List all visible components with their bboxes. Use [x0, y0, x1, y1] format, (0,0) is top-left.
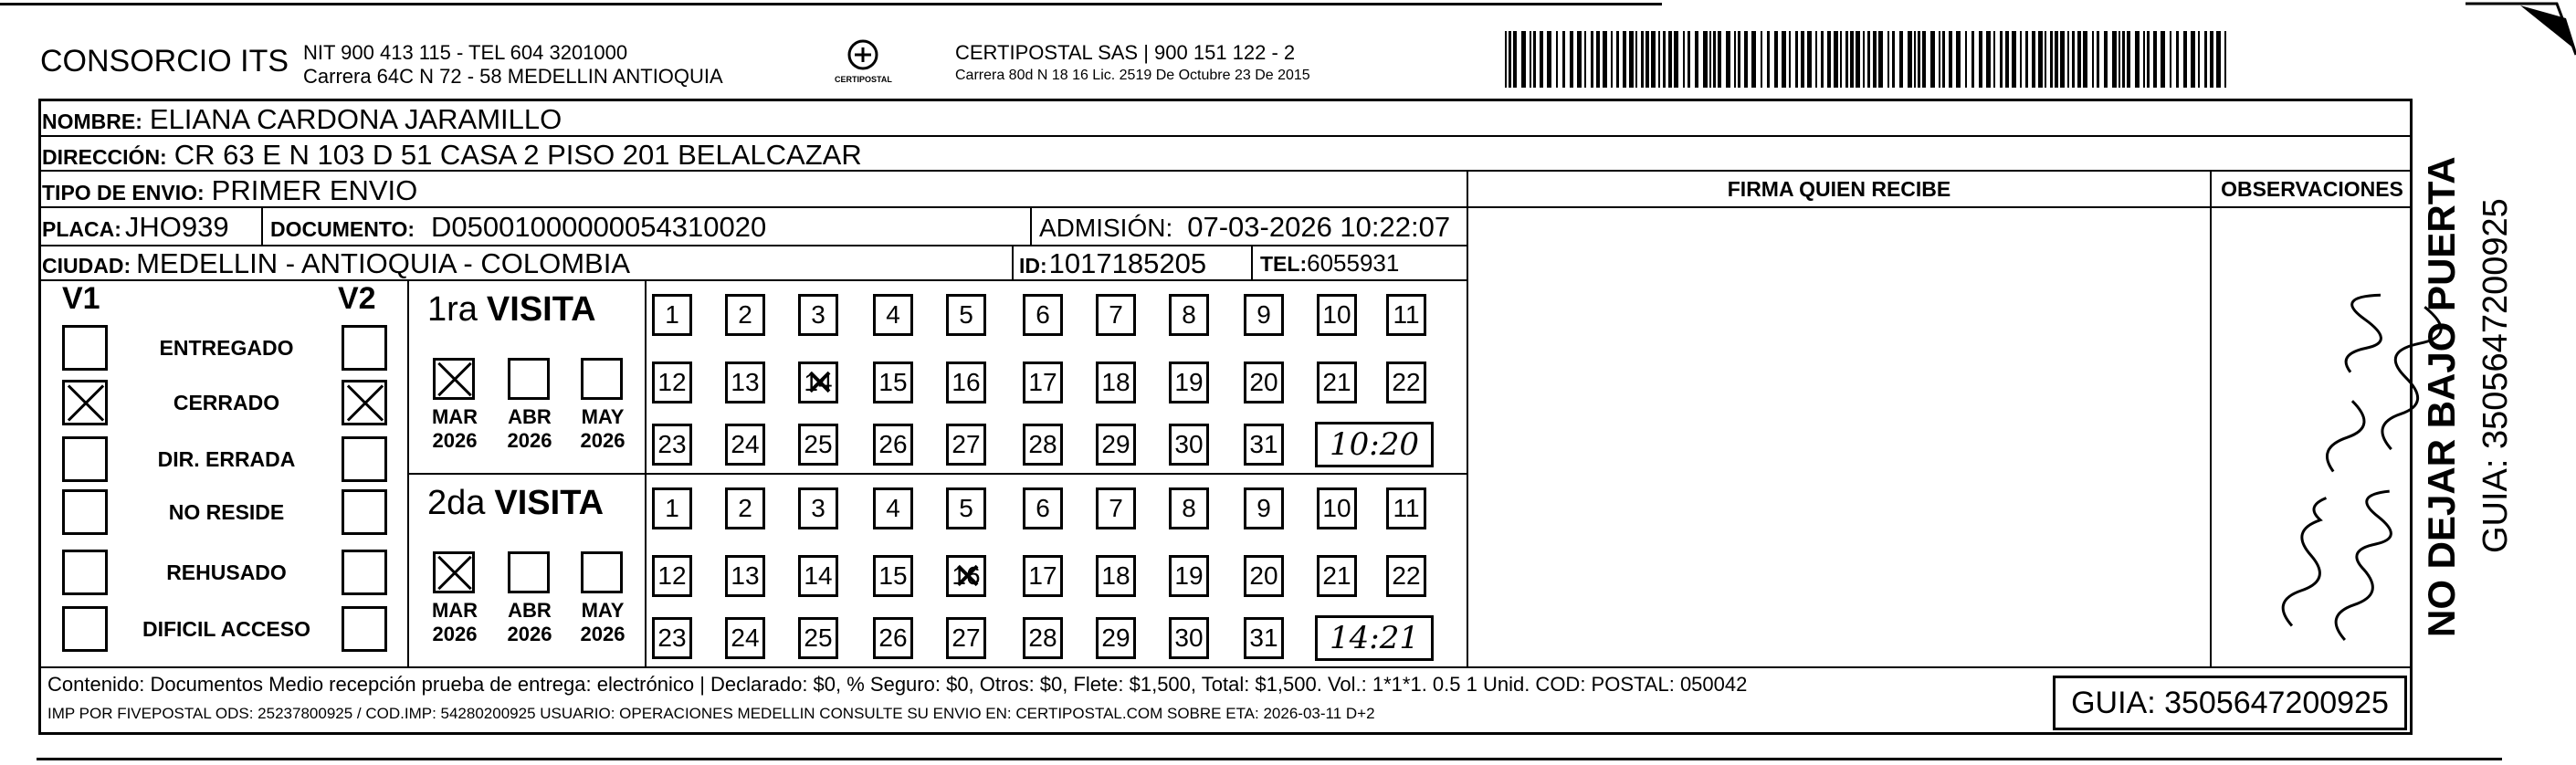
barcode-bar: [1562, 31, 1565, 88]
day-box[interactable]: 5: [946, 294, 986, 336]
month-checkbox[interactable]: [508, 551, 550, 593]
barcode-bar: [1767, 31, 1770, 88]
day-box[interactable]: 25: [798, 424, 838, 466]
day-box[interactable]: 28: [1023, 424, 1063, 466]
barcode-bar: [1821, 31, 1824, 88]
day-box[interactable]: 24: [725, 424, 765, 466]
attempt-option-label: ENTREGADO: [159, 336, 294, 360]
day-box[interactable]: 22: [1386, 362, 1426, 403]
barcode-bar: [2112, 31, 2117, 88]
barcode-bar: [1914, 31, 1916, 88]
barcode-bar: [1942, 31, 1945, 88]
barcode-bar: [2122, 31, 2125, 88]
day-box[interactable]: 26: [873, 424, 913, 466]
barcode-bar: [1718, 31, 1721, 88]
visit-divider: [407, 473, 1468, 475]
day-box[interactable]: 27: [946, 617, 986, 659]
barcode-bar: [1949, 31, 1952, 88]
barcode-bar: [1993, 31, 1995, 88]
year-label: 2026: [507, 429, 552, 452]
barcode-bar: [2216, 31, 2221, 88]
barcode-bar: [1789, 31, 1791, 88]
v2-header: V2: [338, 281, 376, 316]
barcode-bar: [1505, 31, 1507, 88]
barcode-bar: [1782, 31, 1786, 88]
barcode-bar: [1713, 31, 1716, 88]
barcode-bar: [1971, 31, 1974, 88]
visit-title: [427, 484, 604, 523]
day-box[interactable]: 14: [798, 555, 838, 597]
ciudad-value: MEDELLIN - ANTIOQUIA - COLOMBIA: [136, 247, 630, 279]
admision-row: [1039, 211, 1450, 244]
v1-checkbox[interactable]: [62, 489, 108, 535]
id-row: [1019, 247, 1206, 280]
day-box[interactable]: 10: [1317, 294, 1357, 336]
day-box[interactable]: 2: [725, 487, 765, 529]
firma-label: FIRMA QUIEN RECIBE: [1727, 177, 1951, 201]
barcode-bar: [2119, 31, 2120, 88]
barcode-bar: [2204, 31, 2207, 88]
barcode-bar: [2198, 31, 2200, 88]
attempt-option-label: CERRADO: [173, 391, 280, 414]
v1-checkbox[interactable]: [62, 380, 108, 425]
day-box[interactable]: 7: [1096, 487, 1136, 529]
nombre-value: ELIANA CARDONA JARAMILLO: [149, 103, 563, 135]
tipo-label: TIPO DE ENVIO:: [42, 181, 205, 204]
barcode-bar: [2055, 31, 2058, 88]
barcode-bar: [2038, 31, 2043, 88]
top-edge-line: [0, 3, 1662, 5]
barcode-bar: [2000, 31, 2003, 88]
attempt-option-label: DIR. ERRADA: [157, 447, 296, 471]
barcode-bar: [1734, 31, 1736, 88]
col-divider: [1251, 245, 1253, 279]
month-checkbox[interactable]: [508, 358, 550, 400]
barcode-bar: [1658, 31, 1660, 88]
corner-fold: [2466, 0, 2576, 64]
day-box[interactable]: 20: [1244, 362, 1284, 403]
barcode-bar: [1623, 31, 1626, 88]
visit-time[interactable]: 10:20: [1315, 422, 1434, 467]
barcode-bar: [1629, 31, 1634, 88]
barcode-bar: [1892, 31, 1895, 88]
day-box[interactable]: 8: [1169, 487, 1209, 529]
visit-time[interactable]: 14:21: [1315, 615, 1434, 661]
day-box[interactable]: 6: [1023, 294, 1063, 336]
day-box[interactable]: 29: [1096, 424, 1136, 466]
barcode-bar: [1774, 31, 1778, 88]
barcode-bar: [2045, 31, 2046, 88]
barcode-bar: [2135, 31, 2140, 88]
barcode-bar: [1956, 31, 1961, 88]
col-divider: [261, 208, 263, 245]
barcode-bar: [1908, 31, 1912, 88]
barcode-bar: [1738, 31, 1740, 88]
barcode-bar: [1570, 31, 1573, 88]
barcode-bar: [2060, 31, 2065, 88]
barcode-bar: [1540, 31, 1543, 88]
day-box[interactable]: 27: [946, 424, 986, 466]
day-box[interactable]: 11: [1386, 294, 1426, 336]
carrier-address: Carrera 80d N 18 16 Lic. 2519 De Octubre 23 De 2015: [955, 68, 1310, 83]
certipostal-logo: [835, 37, 891, 91]
footer-guia-box: [2053, 676, 2407, 730]
day-box[interactable]: 8: [1169, 294, 1209, 336]
barcode: [1505, 31, 2228, 88]
day-box[interactable]: 4: [873, 487, 913, 529]
barcode-bar: [1663, 31, 1666, 88]
barcode-bar: [2224, 31, 2226, 88]
footer-contenido: Contenido: Documentos Medio recepción prueba de entrega: electrónico | Declarado: $0, % Seguro: $0, Otros: $0, Flete: $1,500, Total: $1,500. Vol.: 1*1*1. 0.5 1 Unid. COD: POSTAL: 050042: [47, 673, 1748, 696]
month-checkbox[interactable]: [581, 358, 623, 400]
carrier-line: CERTIPOSTAL SAS | 900 151 122 - 2: [955, 41, 1296, 64]
day-box[interactable]: 25: [798, 617, 838, 659]
barcode-bar: [1887, 31, 1889, 88]
year-label: 2026: [432, 623, 478, 645]
day-box[interactable]: 12: [652, 362, 692, 403]
month-label: ABR: [508, 599, 552, 622]
barcode-bar: [1856, 31, 1860, 88]
admision-label: ADMISIÓN:: [1039, 214, 1173, 242]
barcode-bar: [1850, 31, 1854, 88]
barcode-bar: [2191, 31, 2195, 88]
barcode-bar: [1577, 31, 1582, 88]
barcode-bar: [1986, 31, 1991, 88]
barcode-bar: [1878, 31, 1883, 88]
barcode-bar: [1922, 31, 1926, 88]
barcode-bar: [1761, 31, 1762, 88]
day-box[interactable]: 4: [873, 294, 913, 336]
month-label: MAY: [581, 599, 625, 622]
day-box[interactable]: 2: [725, 294, 765, 336]
barcode-bar: [1863, 31, 1865, 88]
year-label: 2026: [507, 623, 552, 645]
barcode-bar: [1899, 31, 1903, 88]
day-box[interactable]: 13: [725, 362, 765, 403]
documento-label: DOCUMENTO:: [270, 217, 415, 241]
bottom-edge-line: [37, 758, 2502, 760]
visit-number: 1ra: [427, 290, 478, 329]
barcode-bar: [1596, 31, 1600, 88]
barcode-bar: [1651, 31, 1656, 88]
barcode-bar: [1873, 31, 1877, 88]
barcode-bar: [1834, 31, 1838, 88]
barcode-bar: [1795, 31, 1798, 88]
barcode-bar: [1726, 31, 1730, 88]
tipo-value: PRIMER ENVIO: [211, 174, 418, 206]
barcode-bar: [1867, 31, 1870, 88]
footer-imp: IMP POR FIVEPOSTAL ODS: 25237800925 / COD.IMP: 54280200925 USUARIO: OPERACIONES MEDELLIN CONSULTE SU ENVIO EN: CERTIPOSTAL.COM SOBRE ETA: 2026-03-11 D+2: [47, 705, 1375, 722]
ciudad-row: [42, 247, 630, 280]
attempt-option-label: NO RESIDE: [168, 500, 285, 524]
barcode-bar: [1939, 31, 1940, 88]
visit-title: [427, 290, 596, 330]
ciudad-label: CIUDAD:: [42, 254, 131, 278]
company-address: Carrera 64C N 72 - 58 MEDELLIN ANTIOQUIA: [303, 65, 723, 88]
barcode-bar: [2153, 31, 2157, 88]
barcode-bar: [1744, 31, 1748, 88]
day-box[interactable]: 6: [1023, 487, 1063, 529]
day-box[interactable]: 16 ✕: [946, 555, 986, 597]
month-label: ABR: [508, 405, 552, 428]
barcode-bar: [1509, 31, 1511, 88]
id-label: ID:: [1019, 254, 1047, 278]
observaciones-label: OBSERVACIONES: [2221, 177, 2403, 201]
barcode-bar: [2104, 31, 2108, 88]
documento-row: [270, 211, 766, 244]
barcode-bar: [1918, 31, 1920, 88]
barcode-bar: [1703, 31, 1708, 88]
day-box[interactable]: 12: [652, 555, 692, 597]
barcode-bar: [1513, 31, 1517, 88]
barcode-bar: [2092, 31, 2094, 88]
v2-checkbox[interactable]: [342, 325, 387, 371]
barcode-bar: [1668, 31, 1672, 88]
visit-word: VISITA: [494, 484, 605, 522]
month-checkbox[interactable]: [581, 551, 623, 593]
barcode-bar: [1635, 31, 1637, 88]
v1-checkbox[interactable]: [62, 606, 108, 652]
v1-checkbox[interactable]: [62, 436, 108, 482]
barcode-bar: [2127, 31, 2130, 88]
barcode-bar: [2161, 31, 2165, 88]
barcode-bar: [1530, 31, 1531, 88]
day-box[interactable]: 3: [798, 487, 838, 529]
visit-word: VISITA: [486, 290, 596, 329]
tel-row: [1260, 249, 1399, 278]
day-box[interactable]: 20: [1244, 555, 1284, 597]
day-box[interactable]: 9: [1244, 294, 1284, 336]
v2-checkbox[interactable]: [342, 489, 387, 535]
month-checkbox[interactable]: [433, 358, 475, 400]
barcode-bar: [2005, 31, 2009, 88]
day-box[interactable]: 7: [1096, 294, 1136, 336]
barcode-bar: [1801, 31, 1804, 88]
col-divider: [1012, 245, 1014, 279]
v2-checkbox[interactable]: [342, 550, 387, 595]
side-warning: NO DEJAR BAJO PUERTA: [2420, 156, 2463, 637]
barcode-bar: [1547, 31, 1551, 88]
month-label: MAY: [581, 405, 625, 428]
direccion-label: DIRECCIÓN:: [42, 145, 167, 169]
admision-value: 07-03-2026 10:22:07: [1187, 211, 1451, 243]
row-divider: [38, 245, 1468, 246]
tel-value: 6055931: [1307, 249, 1400, 277]
barcode-bar: [2183, 31, 2187, 88]
barcode-bar: [1521, 31, 1526, 88]
barcode-bar: [2020, 31, 2022, 88]
documento-value: D05001000000054310020: [431, 211, 767, 243]
barcode-bar: [1533, 31, 1536, 88]
day-box[interactable]: 19: [1169, 555, 1209, 597]
col-divider: [2210, 170, 2212, 666]
barcode-bar: [1695, 31, 1698, 88]
barcode-bar: [1827, 31, 1831, 88]
col-divider: [1467, 170, 1468, 666]
col-divider: [645, 279, 647, 666]
company-name: CONSORCIO ITS: [40, 44, 289, 79]
direccion-row: [42, 139, 862, 172]
barcode-bar: [2025, 31, 2028, 88]
day-box[interactable]: 1: [652, 294, 692, 336]
day-box[interactable]: 19: [1169, 362, 1209, 403]
barcode-bar: [1709, 31, 1711, 88]
barcode-bar: [1807, 31, 1812, 88]
logo-text: CERTIPOSTAL: [835, 75, 892, 84]
barcode-bar: [2050, 31, 2053, 88]
company-nit: NIT 900 413 115 - TEL 604 3201000: [303, 41, 628, 64]
day-box[interactable]: 3: [798, 294, 838, 336]
day-box[interactable]: 28: [1023, 617, 1063, 659]
day-box[interactable]: 18: [1096, 362, 1136, 403]
attempt-option-label: REHUSADO: [166, 561, 287, 584]
direccion-value: CR 63 E N 103 D 51 CASA 2 PISO 201 BELALCAZAR: [173, 139, 862, 171]
barcode-bar: [1641, 31, 1644, 88]
visit-number: 2da: [427, 484, 486, 522]
placa-label: PLACA:: [42, 217, 121, 241]
day-box[interactable]: 30: [1169, 617, 1209, 659]
month-label: MAR: [431, 599, 478, 622]
barcode-bar: [2147, 31, 2150, 88]
day-box[interactable]: 24: [725, 617, 765, 659]
day-box[interactable]: 11: [1386, 487, 1426, 529]
barcode-bar: [1616, 31, 1619, 88]
day-box[interactable]: 13: [725, 555, 765, 597]
v1-header: V1: [62, 281, 100, 316]
day-box[interactable]: 18: [1096, 555, 1136, 597]
barcode-bar: [1845, 31, 1848, 88]
day-box[interactable]: 26: [873, 617, 913, 659]
day-box[interactable]: 23: [652, 424, 692, 466]
barcode-bar: [2170, 31, 2171, 88]
barcode-bar: [1584, 31, 1586, 88]
day-box[interactable]: 16: [946, 362, 986, 403]
year-label: 2026: [432, 429, 478, 452]
tipo-row: [42, 174, 417, 207]
barcode-bar: [2143, 31, 2145, 88]
day-box[interactable]: 1: [652, 487, 692, 529]
barcode-bar: [1645, 31, 1649, 88]
barcode-bar: [2083, 31, 2087, 88]
day-box[interactable]: 30: [1169, 424, 1209, 466]
day-box[interactable]: 15: [873, 362, 913, 403]
tel-label: TEL:: [1260, 252, 1308, 276]
id-value: 1017185205: [1048, 247, 1207, 279]
barcode-bar: [2097, 31, 2099, 88]
day-box[interactable]: 9: [1244, 487, 1284, 529]
barcode-bar: [2210, 31, 2213, 88]
barcode-bar: [2072, 31, 2075, 88]
barcode-bar: [1688, 31, 1690, 88]
placa-row: [42, 211, 229, 244]
day-box[interactable]: 31: [1244, 424, 1284, 466]
year-label: 2026: [580, 429, 626, 452]
day-box[interactable]: 14 ✕: [798, 362, 838, 403]
barcode-bar: [1683, 31, 1685, 88]
day-box[interactable]: 10: [1317, 487, 1357, 529]
day-box[interactable]: 5: [946, 487, 986, 529]
barcode-bar: [2067, 31, 2069, 88]
barcode-bar: [1815, 31, 1817, 88]
barcode-bar: [1674, 31, 1678, 88]
month-checkbox[interactable]: [433, 551, 475, 593]
barcode-bar: [1603, 31, 1607, 88]
placa-value: JHO939: [124, 211, 229, 243]
footer-guia: GUIA: 3505647200925: [2071, 685, 2389, 720]
v2-checkbox[interactable]: [342, 380, 387, 425]
nombre-label: NOMBRE:: [42, 110, 142, 133]
day-box[interactable]: 15: [873, 555, 913, 597]
barcode-bar: [2032, 31, 2035, 88]
col-divider: [1030, 208, 1032, 245]
barcode-bar: [1840, 31, 1842, 88]
day-box[interactable]: 22: [1386, 555, 1426, 597]
day-box[interactable]: 31: [1244, 617, 1284, 659]
day-box[interactable]: 17: [1023, 362, 1063, 403]
barcode-bar: [1556, 31, 1558, 88]
day-box[interactable]: 23: [652, 617, 692, 659]
barcode-bar: [2176, 31, 2179, 88]
barcode-bar: [1979, 31, 1982, 88]
month-label: MAR: [431, 405, 478, 428]
barcode-bar: [1751, 31, 1756, 88]
day-box[interactable]: 17: [1023, 555, 1063, 597]
barcode-bar: [2077, 31, 2081, 88]
barcode-bar: [1930, 31, 1935, 88]
day-box[interactable]: 21: [1317, 362, 1357, 403]
barcode-bar: [1611, 31, 1613, 88]
v2-checkbox[interactable]: [342, 606, 387, 652]
v1-checkbox[interactable]: [62, 325, 108, 371]
barcode-bar: [2012, 31, 2016, 88]
side-guia: GUIA: 3505647200925: [2476, 198, 2515, 553]
v1-checkbox[interactable]: [62, 550, 108, 595]
barcode-bar: [1965, 31, 1967, 88]
col-divider: [407, 279, 409, 666]
nombre-row: [42, 103, 562, 136]
year-label: 2026: [580, 623, 626, 645]
attempt-option-label: DIFICIL ACCESO: [142, 617, 310, 641]
day-box[interactable]: 21: [1317, 555, 1357, 597]
day-box[interactable]: 29: [1096, 617, 1136, 659]
barcode-bar: [1591, 31, 1593, 88]
row-divider: [38, 666, 2413, 668]
v2-checkbox[interactable]: [342, 436, 387, 482]
